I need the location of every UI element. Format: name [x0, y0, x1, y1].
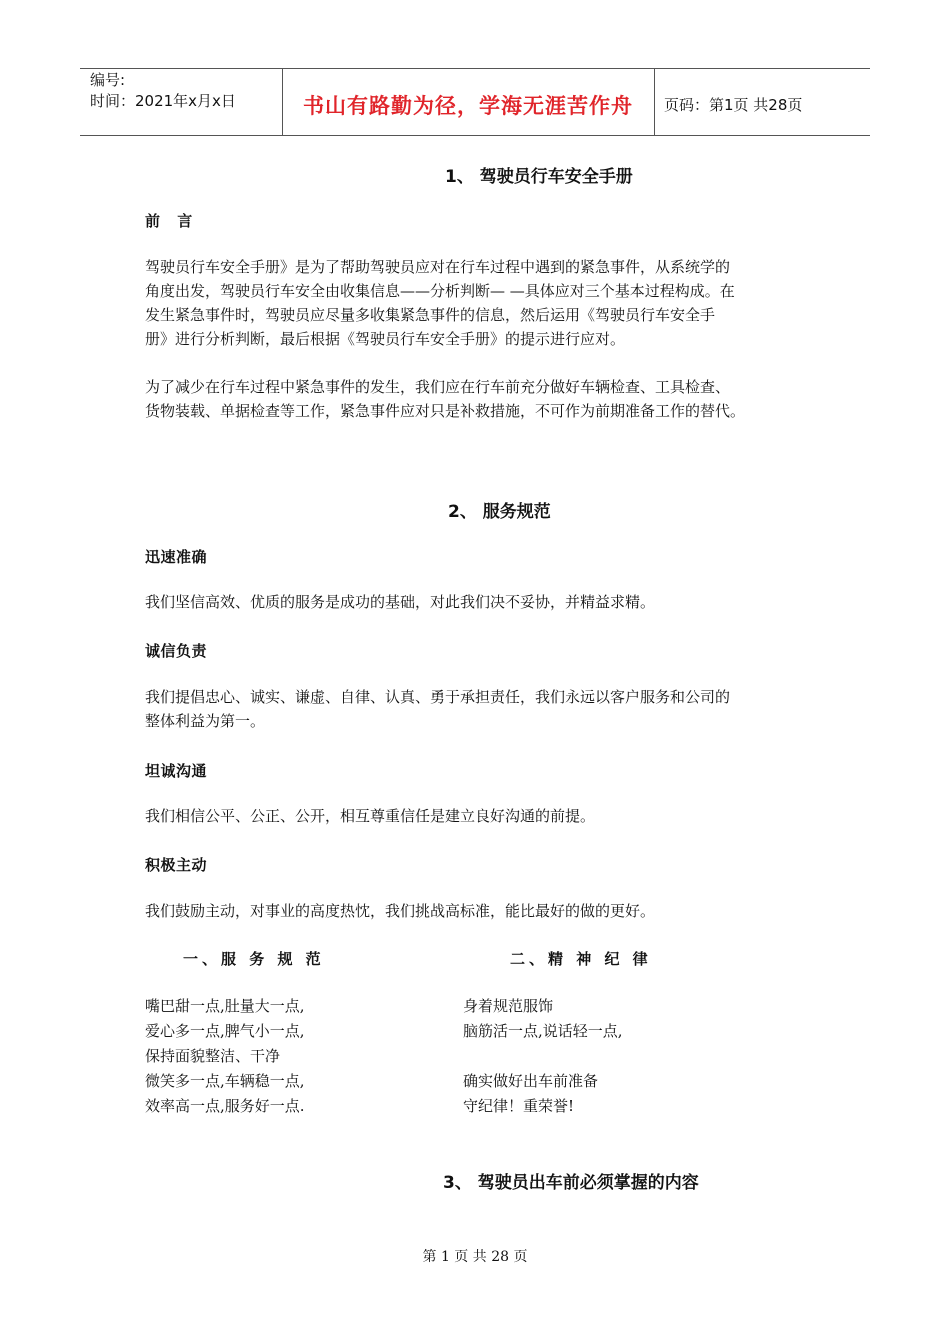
paragraph-line: 我们坚信高效、优质的服务是成功的基础，对此我们决不妥协，并精益求精。 — [145, 593, 656, 611]
list-item: 保持面貌整洁、干净 — [145, 1047, 281, 1065]
item-heading-communication: 坦诚沟通 — [145, 762, 208, 780]
paragraph-line: 我们提倡忠心、诚实、谦虚、自律、认真、勇于承担责任，我们永远以客户服务和公司的 — [145, 688, 731, 706]
item-text-initiative — [145, 899, 810, 923]
item-text-integrity — [145, 685, 810, 733]
item-text-speed-accuracy — [145, 590, 810, 614]
item-text-communication — [145, 804, 810, 828]
list-item: 脑筋活一点,说话轻一点, — [463, 1022, 623, 1040]
header-top-rule — [80, 68, 870, 69]
header-divider-right — [654, 68, 655, 135]
list-item: 微笑多一点,车辆稳一点, — [145, 1072, 305, 1090]
paragraph-line: 货物装载、单据检查等工作，紧急事件应对只是补救措施，不可作为前期准备工作的替代。 — [145, 402, 746, 420]
item-heading-initiative: 积极主动 — [145, 856, 208, 874]
paragraph-line: 整体利益为第一。 — [145, 712, 266, 730]
header-meta — [90, 70, 236, 112]
paragraph-line: 我们鼓励主动，对事业的高度热忱，我们挑战高标准，能比最好的做的更好。 — [145, 902, 656, 920]
list-item: 嘴巴甜一点,肚量大一点, — [145, 997, 305, 1015]
list-item: 效率高一点,服务好一点. — [145, 1097, 305, 1115]
list-item: 身着规范服饰 — [463, 997, 554, 1015]
item-heading-integrity: 诚信负责 — [145, 642, 208, 660]
list-item: 确实做好出车前准备 — [463, 1072, 599, 1090]
paragraph-line: 为了减少在行车过程中紧急事件的发生，我们应在行车前充分做好车辆检查、工具检查、 — [145, 378, 731, 396]
column-service-list — [145, 994, 305, 1119]
foreword-heading: 前 言 — [145, 212, 199, 230]
list-item — [463, 1044, 623, 1069]
section-3-title: 3、 驾驶员出车前必须掌握的内容 — [443, 1173, 699, 1193]
list-item: 爱心多一点,脾气小一点, — [145, 1022, 305, 1040]
paragraph-line: 角度出发，驾驶员行车安全由收集信息——分析判断— —具体应对三个基本过程构成。在 — [145, 282, 735, 300]
foreword-paragraph-2 — [145, 375, 810, 423]
foreword-paragraph-1 — [145, 255, 810, 351]
column-discipline-list — [463, 994, 623, 1119]
paragraph-line: 驾驶员行车安全手册》是为了帮助驾驶员应对在行车过程中遇到的紧急事件，从系统学的 — [145, 258, 731, 276]
header-motto: 书山有路勤为径，学海无涯苦作舟 — [303, 94, 633, 118]
paragraph-line: 发生紧急事件时，驾驶员应尽量多收集紧急事件的信息，然后运用《驾驶员行车安全手 — [145, 306, 716, 324]
section-2-title: 2、 服务规范 — [448, 502, 551, 522]
paragraph-line: 我们相信公平、公正、公开，相互尊重信任是建立良好沟通的前提。 — [145, 807, 596, 825]
header-time-label: 时间：2021年x月x日 — [90, 92, 236, 110]
column-heading-discipline: 二、精 神 纪 律 — [510, 950, 652, 968]
list-item: 守纪律！重荣誉! — [463, 1097, 575, 1115]
paragraph-line: 册》进行分析判断，最后根据《驾驶员行车安全手册》的提示进行应对。 — [145, 330, 626, 348]
item-heading-speed-accuracy: 迅速准确 — [145, 548, 208, 566]
section-1-title: 1、 驾驶员行车安全手册 — [445, 167, 633, 187]
header-number-label: 编号: — [90, 71, 126, 89]
header-bottom-rule — [80, 135, 870, 136]
header-page-info: 页码：第1页 共28页 — [664, 96, 803, 114]
column-heading-service: 一、服 务 规 范 — [183, 950, 325, 968]
page-footer: 第 1 页 共 28 页 — [422, 1249, 528, 1265]
